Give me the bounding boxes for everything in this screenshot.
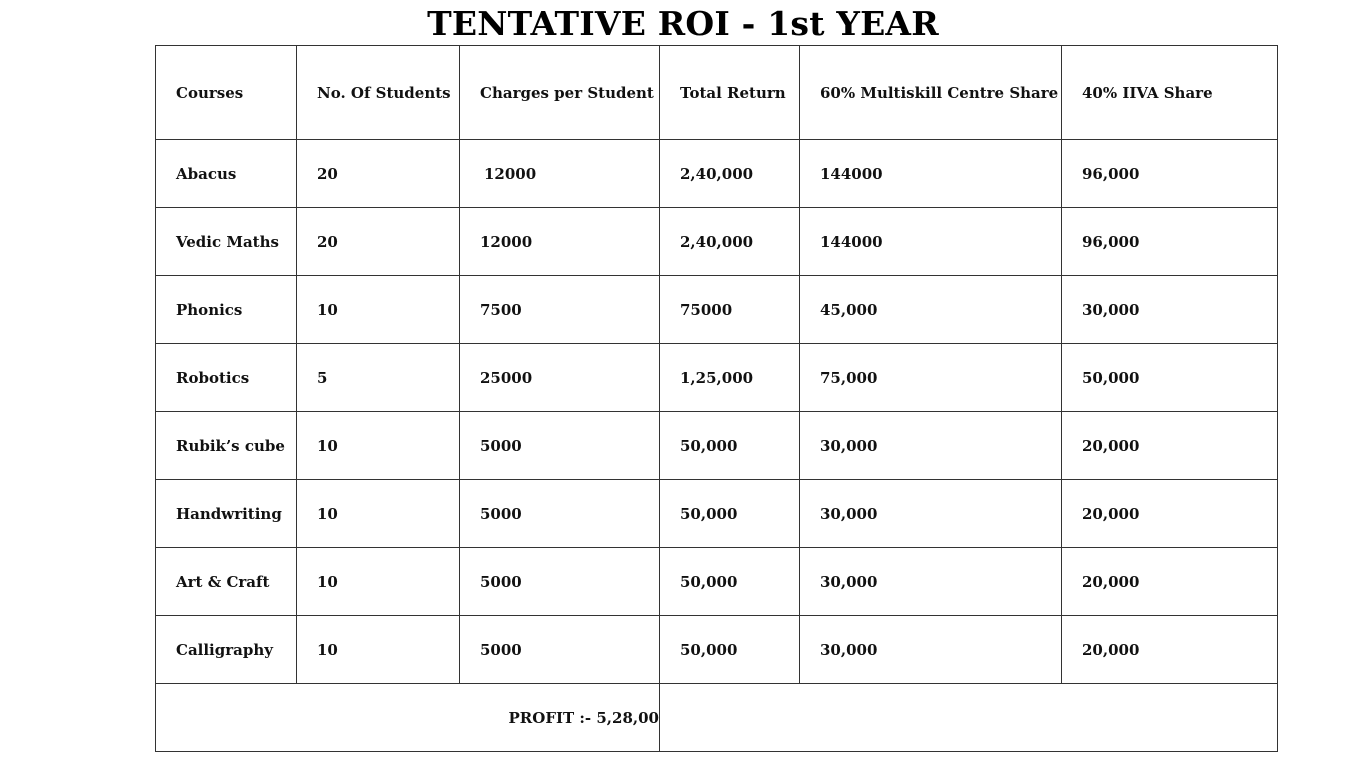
charges-cell: 5000 <box>460 616 660 684</box>
table-row <box>156 208 1278 276</box>
total-return-cell: 75000 <box>660 276 800 344</box>
charges-cell: 7500 <box>460 276 660 344</box>
students-cell: 20 <box>297 208 460 276</box>
charges-cell: 12000 <box>460 140 660 208</box>
profit-text: PROFIT :- 5,28,00 <box>508 708 659 727</box>
charges-cell: 5000 <box>460 548 660 616</box>
centre-share-cell: 30,000 <box>800 616 1062 684</box>
total-return-cell: 1,25,000 <box>660 344 800 412</box>
charges-cell: 25000 <box>460 344 660 412</box>
iiva-share-cell: 20,000 <box>1062 616 1278 684</box>
table-row <box>156 480 1278 548</box>
students-cell: 20 <box>297 140 460 208</box>
table-row <box>156 616 1278 684</box>
table-row <box>156 344 1278 412</box>
column-header-courses: Courses <box>156 46 297 140</box>
iiva-share-cell: 50,000 <box>1062 344 1278 412</box>
course-cell: Phonics <box>156 276 297 344</box>
iiva-share-cell: 20,000 <box>1062 548 1278 616</box>
iiva-share-cell: 30,000 <box>1062 276 1278 344</box>
column-header-charges: Charges per Student <box>460 46 660 140</box>
course-cell: Calligraphy <box>156 616 297 684</box>
charges-cell: 5000 <box>460 480 660 548</box>
iiva-share-cell: 96,000 <box>1062 140 1278 208</box>
centre-share-cell: 30,000 <box>800 548 1062 616</box>
table-row <box>156 548 1278 616</box>
charges-cell: 5000 <box>460 412 660 480</box>
table-row <box>156 276 1278 344</box>
page-title: TENTATIVE ROI - 1st YEAR <box>427 4 939 43</box>
table-header-row <box>156 46 1278 140</box>
column-header-centre-share: 60% Multiskill Centre Share <box>800 46 1062 140</box>
total-return-cell: 2,40,000 <box>660 208 800 276</box>
iiva-share-cell: 96,000 <box>1062 208 1278 276</box>
charges-cell: 12000 <box>460 208 660 276</box>
centre-share-cell: 45,000 <box>800 276 1062 344</box>
table-row <box>156 140 1278 208</box>
column-header-students: No. Of Students <box>297 46 460 140</box>
centre-share-cell: 30,000 <box>800 480 1062 548</box>
centre-share-cell: 144000 <box>800 140 1062 208</box>
students-cell: 10 <box>297 616 460 684</box>
centre-share-cell: 144000 <box>800 208 1062 276</box>
students-cell: 10 <box>297 480 460 548</box>
centre-share-cell: 75,000 <box>800 344 1062 412</box>
iiva-share-cell: 20,000 <box>1062 412 1278 480</box>
course-cell: Rubik’s cube <box>156 412 297 480</box>
course-cell: Handwriting <box>156 480 297 548</box>
column-header-iiva-share: 40% IIVA Share <box>1062 46 1278 140</box>
profit-cell <box>156 684 660 752</box>
roi-table <box>155 45 1278 752</box>
course-cell: Robotics <box>156 344 297 412</box>
total-return-cell: 50,000 <box>660 548 800 616</box>
total-return-cell: 2,40,000 <box>660 140 800 208</box>
students-cell: 10 <box>297 548 460 616</box>
total-return-cell: 50,000 <box>660 616 800 684</box>
students-cell: 10 <box>297 412 460 480</box>
course-cell: Abacus <box>156 140 297 208</box>
profit-cell-filler <box>660 684 1278 752</box>
total-return-cell: 50,000 <box>660 480 800 548</box>
total-return-cell: 50,000 <box>660 412 800 480</box>
profit-row <box>156 684 1278 752</box>
column-header-total-return: Total Return <box>660 46 800 140</box>
course-cell: Art & Craft <box>156 548 297 616</box>
centre-share-cell: 30,000 <box>800 412 1062 480</box>
iiva-share-cell: 20,000 <box>1062 480 1278 548</box>
students-cell: 5 <box>297 344 460 412</box>
students-cell: 10 <box>297 276 460 344</box>
course-cell: Vedic Maths <box>156 208 297 276</box>
table-row <box>156 412 1278 480</box>
